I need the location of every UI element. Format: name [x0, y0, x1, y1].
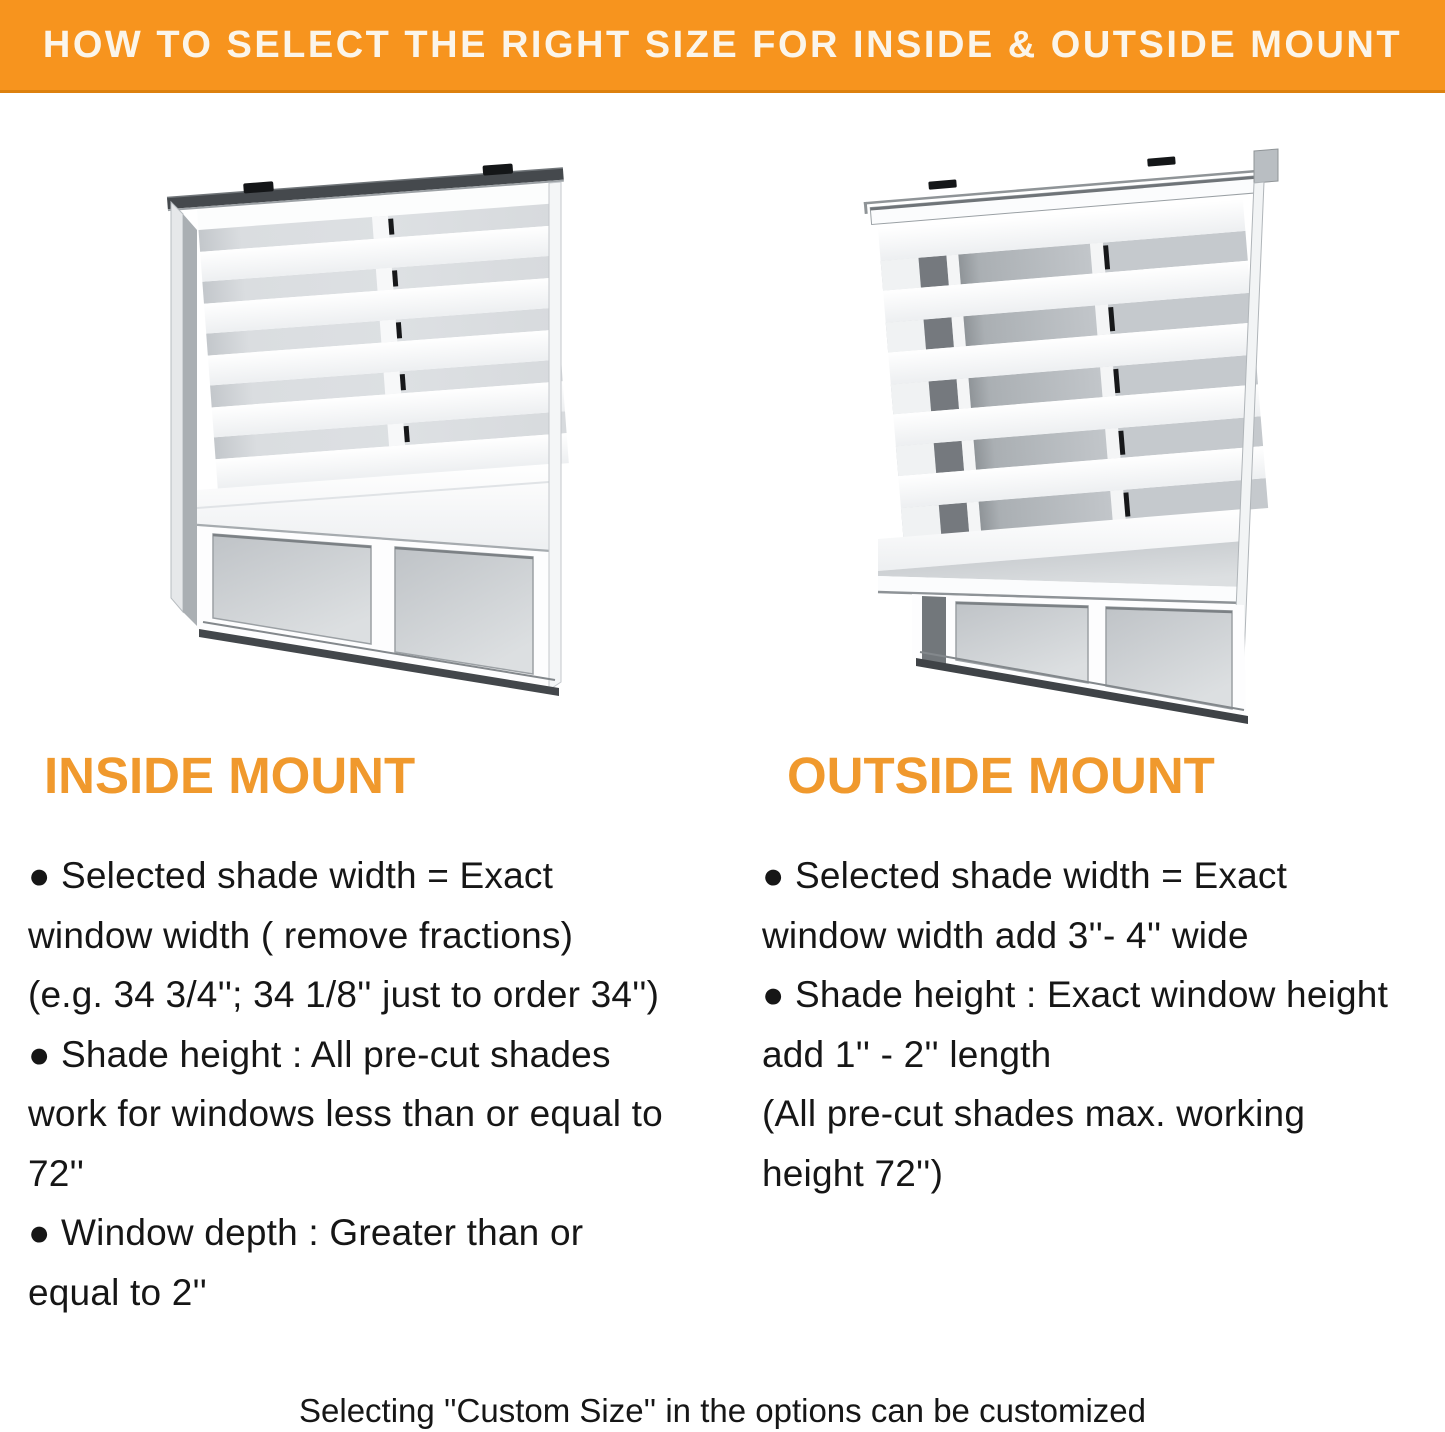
inside-mount-window-drawing: [155, 150, 665, 710]
instruction-line: ● Shade height : All pre-cut shades: [28, 1033, 611, 1075]
instruction-line: ● Selected shade width = Exact: [28, 855, 554, 896]
inside-mount-heading: INSIDE MOUNT: [44, 747, 416, 804]
inside-mount-illustration: [155, 150, 665, 710]
outside-mount-window-drawing: [858, 145, 1378, 725]
instruction-line: ● Shade height : Exact window height: [762, 974, 1389, 1015]
instruction-line: add 1'' - 2'' length: [762, 1033, 1052, 1075]
inside-mount-instructions: [28, 846, 728, 1322]
outside-mount-instructions: [762, 846, 1442, 1203]
title-banner: [0, 0, 1445, 93]
instruction-line: equal to 2'': [28, 1271, 208, 1313]
footer-note: Selecting ''Custom Size'' in the options can be customized: [299, 1392, 1146, 1429]
instruction-line: window width ( remove fractions): [28, 914, 574, 956]
instruction-line: ● Selected shade width = Exact: [762, 855, 1288, 896]
instruction-line: window width add 3''- 4'' wide: [762, 914, 1249, 956]
instruction-line: (All pre-cut shades max. working: [762, 1093, 1306, 1134]
outside-mount-heading: OUTSIDE MOUNT: [787, 747, 1215, 804]
instruction-line: work for windows less than or equal to: [28, 1093, 663, 1134]
outside-mount-illustration: [858, 145, 1378, 725]
banner-title: HOW TO SELECT THE RIGHT SIZE FOR INSIDE & OUTSIDE MOUNT: [42, 23, 1403, 66]
instruction-line: height 72''): [762, 1152, 944, 1194]
instruction-line: 72'': [28, 1152, 85, 1194]
instruction-line: (e.g. 34 3/4''; 34 1/8'' just to order 34''): [28, 974, 660, 1015]
instruction-line: ● Window depth : Greater than or: [28, 1212, 584, 1253]
